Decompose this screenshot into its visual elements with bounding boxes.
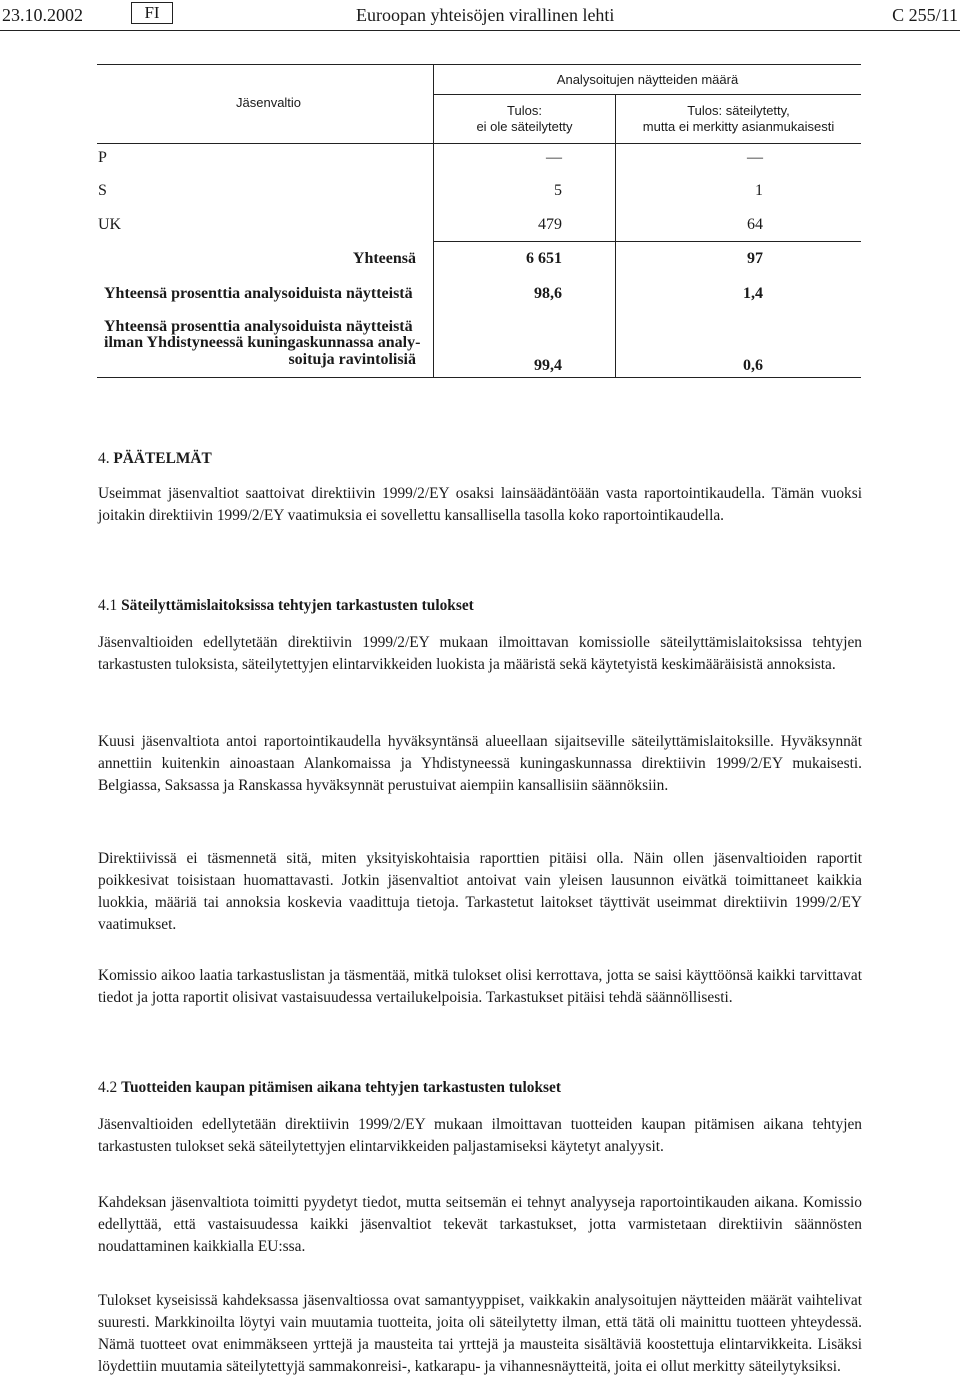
total-irradiated: 97 [747, 250, 763, 267]
section-4-2-paragraph-1 [98, 1114, 862, 1158]
row-value-irradiated: — [747, 149, 763, 166]
section-title: PÄÄTELMÄT [113, 450, 212, 467]
section-4-heading [98, 450, 212, 468]
paragraph: Jäsenvaltioiden edellytetään direktiivin 1999/2/EY mukaan ilmoittavan tuotteiden kaupan pitämisen aikana tehtyjen tarkastusten tulokset sekä säteilytettyjen elintarvikkeiden paljastamiseksi käytetyt analyysit. [98, 1116, 862, 1155]
section-4-2-paragraph-2 [98, 1192, 862, 1258]
paragraph: Jäsenvaltioiden edellytetään direktiivin 1999/2/EY mukaan ilmoittavan komissiolle säteilyttämislaitoksissa tehtyjen tarkastusten tuloksista, säteilytettyjen elintarvikkeiden luokista ja määristä sekä käytetyistä keskimääräisistä annoksista. [98, 634, 862, 673]
paragraph: Tulokset kyseisissä kahdeksassa jäsenvaltiossa ovat samantyyppiset, vaikkakin analysoitujen näytteiden määrät vaihtelivat suuresti. Markkinoilta löytyi vain muutamia tuotteita, joita oli säteilytetty ilman, että tätä oli mainittu tuotteen yhteydessä. Nämä tuotteet ovat enimmäkseen yrttejä ja mausteita tai yrttejä ja mausteita sisältäviä koostettuja elintarvikkeita. Lisäksi löydettiin muutamia säteilytettyjä sammakonreisi-, katkarapu- ja vihannesnäytteitä, joita ei ollut merkitty säteilytyksiksi. [98, 1292, 862, 1375]
row-label: UK [98, 216, 122, 233]
column-header-state: Jäsenvaltio [236, 95, 302, 110]
publication-date: 23.10.2002 [2, 5, 83, 25]
header-rule [0, 30, 960, 31]
column-header-not-irradiated-2: ei ole säteilytetty [476, 119, 573, 134]
column-header-irradiated-1: Tulos: säteilytetty, [687, 103, 790, 118]
section-4-2-paragraph-3 [98, 1290, 862, 1378]
group-header: Analysoitujen näytteiden määrä [556, 72, 739, 87]
group-header-rule [433, 94, 861, 95]
total-rule [433, 241, 861, 242]
percent-without-uk-not-irradiated: 99,4 [534, 357, 562, 374]
paragraph: Kahdeksan jäsenvaltiota toimitti pyydetyt tiedot, mutta seitsemän ei tehnyt analyyseja raportointikauden aikana. Komissio edellyttää, että vastaisuudessa kaikki jäsenvaltiot tekevät tarkastukset, jotta varmistetaan direktiivin säännösten noudattaminen kaikkialla EU:ssa. [98, 1194, 862, 1255]
section-4-1-paragraph-2 [98, 731, 862, 797]
row-value-not-irradiated: 5 [554, 182, 562, 199]
section-4-2-heading [98, 1079, 561, 1097]
journal-title: Euroopan yhteisöjen virallinen lehti [356, 5, 615, 25]
section-number: 4.1 [98, 597, 118, 614]
percent-without-uk-irradiated: 0,6 [743, 357, 763, 374]
section-title: Tuotteiden kaupan pitämisen aikana tehtyjen tarkastusten tulokset [121, 1079, 561, 1096]
paragraph: Komissio aikoo laatia tarkastuslistan ja täsmentää, mitkä tulokset olisi kerrottava, jotta se saisi käyttöönsä kaikki tarvittavat tiedot ja jotta raportit olisivat vastaisuudessa vertailukelpoisia. Tarkastukset pitäisi tehdä säännöllisesti. [98, 967, 862, 1006]
percent-not-irradiated: 98,6 [534, 285, 562, 302]
row-label: S [98, 182, 107, 199]
row-value-irradiated: 1 [755, 182, 763, 199]
header-bottom-rule [97, 143, 861, 144]
language-code-box: FI [131, 2, 173, 24]
percent-without-uk-label-2: ilman Yhdistyneessä kuningaskunnassa analy- [104, 334, 421, 351]
section-title: Säteilyttämislaitoksissa tehtyjen tarkastusten tulokset [121, 597, 474, 614]
section-number: 4. [98, 450, 110, 467]
section-4-1-paragraph-3 [98, 848, 862, 936]
percent-irradiated: 1,4 [743, 285, 763, 302]
section-number: 4.2 [98, 1079, 118, 1096]
page-header [0, 0, 960, 32]
total-not-irradiated: 6 651 [526, 250, 562, 267]
paragraph: Kuusi jäsenvaltiota antoi raportointikaudella hyväksyntänsä alueellaan sijaitseville säteilyttämislaitoksille. Hyväksynnät annettiin kuitenkin ainoastaan Alankomaissa ja Yhdistyneessä kuningaskunnassa direktiivin 1999/2/EY mukaisesti. Belgiassa, Saksassa ja Ranskassa hyväksynnät perustuivat aiempiin kansallisiin säännöksiin. [98, 733, 862, 794]
column-header-irradiated-2: mutta ei merkitty asianmukaisesti [642, 119, 835, 134]
row-label: P [98, 149, 107, 166]
section-4-1-paragraph-4 [98, 965, 862, 1009]
percent-label: Yhteensä prosenttia analysoiduista näytteistä [104, 285, 413, 302]
paragraph: Useimmat jäsenvaltiot saattoivat direktiivin 1999/2/EY osaksi lainsäädäntöään vasta raportointikaudella. Tämän vuoksi joitakin direktiivin 1999/2/EY vaatimuksia ei sovellettu kansallisella tasolla koko raportointikaudella. [98, 485, 862, 524]
paragraph: Direktiivissä ei täsmennetä sitä, miten yksityiskohtaisia raporttien pitäisi olla. Näin ollen jäsenvaltioiden raportit poikkesivat toisistaan huomattavasti. Jotkin jäsenvaltiot antoivat vain yleisen lausunnon eivätkä toimittaneet kaikkia luokkia, määriä tai annoksia koskevia vaadittuja tietoja. Tarkastetut laitokset täyttivät useimmat direktiivin 1999/2/EY vaatimukset. [98, 850, 862, 933]
row-value-irradiated: 64 [747, 216, 763, 233]
total-label: Yhteensä [352, 250, 416, 267]
percent-without-uk-label-1: Yhteensä prosenttia analysoiduista näytteistä [104, 318, 413, 335]
page-number: C 255/11 [892, 5, 958, 25]
section-4-body [98, 483, 862, 527]
section-4-1-heading [98, 597, 474, 615]
column-header-not-irradiated-1: Tulos: [507, 103, 542, 118]
column-divider-2 [615, 94, 616, 377]
table-top-rule [97, 64, 861, 65]
row-value-not-irradiated: 479 [538, 216, 562, 233]
table-bottom-rule [97, 377, 861, 378]
percent-without-uk-label-3: soituja ravintolisiä [288, 351, 416, 368]
row-value-not-irradiated: — [546, 149, 562, 166]
section-4-1-paragraph-1 [98, 632, 862, 676]
